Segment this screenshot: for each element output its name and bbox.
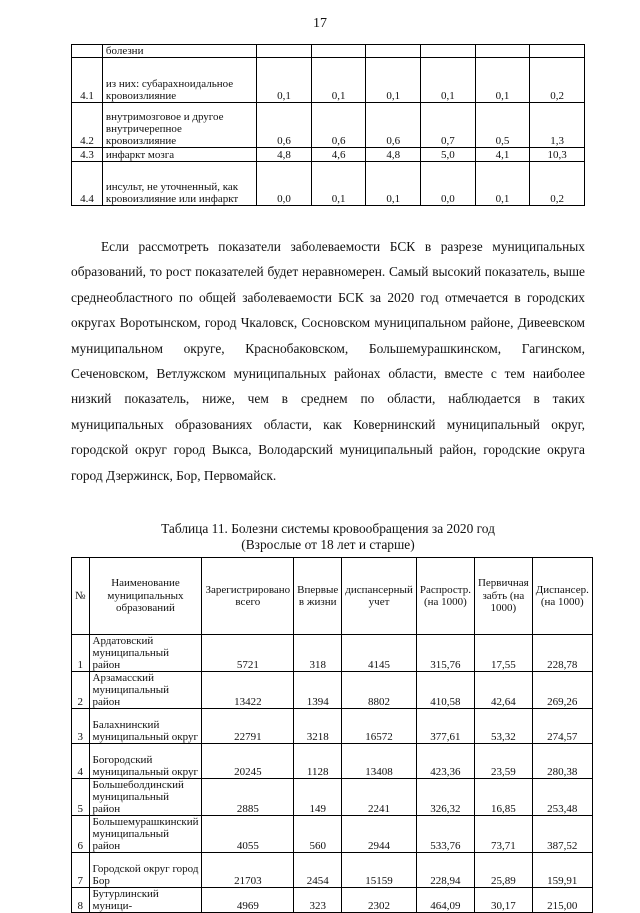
row-value: 377,61: [416, 709, 474, 744]
table-row: [72, 45, 585, 58]
row-value: 4,8: [257, 148, 312, 162]
row-value: 21703: [202, 853, 294, 888]
row-value: 2454: [294, 853, 342, 888]
row-number: 4: [72, 744, 90, 779]
row-value: 16,85: [474, 779, 532, 816]
row-value: 410,58: [416, 672, 474, 709]
row-number: 2: [72, 672, 90, 709]
row-value: 1394: [294, 672, 342, 709]
row-value: 8802: [342, 672, 417, 709]
table-row: [72, 888, 593, 913]
row-value: 0,1: [366, 58, 421, 103]
row-value: 0,1: [311, 58, 366, 103]
continued-table: [71, 44, 585, 206]
row-value: 274,57: [532, 709, 592, 744]
table-row: [72, 148, 585, 162]
row-value: 42,64: [474, 672, 532, 709]
row-value: 3218: [294, 709, 342, 744]
caption-title: Таблица 11. Болезни системы кровообращения за 2020 год: [161, 521, 495, 536]
row-number: 8: [72, 888, 90, 913]
table-row: [72, 709, 593, 744]
row-name: инфаркт мозга: [102, 148, 256, 162]
row-name: инсульт, не уточненный, как кровоизлияние или инфаркт: [102, 162, 256, 206]
row-value: 280,38: [532, 744, 592, 779]
row-value: 4145: [342, 635, 417, 672]
row-value: 0,6: [311, 103, 366, 148]
header-first-time: Впервые в жизни: [294, 558, 342, 635]
row-value: 387,52: [532, 816, 592, 853]
table-row: [72, 103, 585, 148]
table-row: [72, 162, 585, 206]
table-row: [72, 635, 593, 672]
row-value: 1128: [294, 744, 342, 779]
row-value: 2302: [342, 888, 417, 913]
row-value: 0,1: [421, 58, 476, 103]
row-value: 533,76: [416, 816, 474, 853]
row-value: [366, 45, 421, 58]
row-name: Большемурашкинский муниципальный район: [89, 816, 202, 853]
row-name: Большеболдинский муниципальный район: [89, 779, 202, 816]
row-number: 4.4: [72, 162, 103, 206]
row-name: Городской округ город Бор: [89, 853, 202, 888]
row-value: 0,5: [475, 103, 530, 148]
row-value: 4969: [202, 888, 294, 913]
row-value: [530, 45, 585, 58]
header-prevalence: Распростр. (на 1000): [416, 558, 474, 635]
row-value: 464,09: [416, 888, 474, 913]
table-header-row: [72, 558, 593, 635]
row-value: 10,3: [530, 148, 585, 162]
paragraph-text: Если рассмотреть показатели заболеваемости БСК в разрезе муниципальных образований, то рост показателей будет неравномерен. Самый высокий показатель, выше среднеобластного по общей заболеваемости БСК за 2020 год отмечается в городских округах Воротынском, город Чкаловск, Сосновском муниципальном районе, Дивеевском муниципальном округе, Краснобаковском, Большемурашкинском, Гагинском, Сеченовском, Ветлужском муниципальных районах области, вместе с тем наиболее низкий показатель, ниже, чем в среднем по области, наблюдается в таких муниципальных образованиях области, как Ковернинский муниципальный округ, городской округ город Выкса, Володарский муниципальный район, городские округа город Дзержинск, Бор, Первомайск.: [71, 239, 585, 483]
row-value: 269,26: [532, 672, 592, 709]
row-value: 2241: [342, 779, 417, 816]
row-name: из них: субарахноидальное кровоизлияние: [102, 58, 256, 103]
row-value: 2944: [342, 816, 417, 853]
row-value: 423,36: [416, 744, 474, 779]
table-row: [72, 672, 593, 709]
row-value: 0,6: [366, 103, 421, 148]
row-value: 22791: [202, 709, 294, 744]
table-row: [72, 853, 593, 888]
row-value: 0,2: [530, 58, 585, 103]
row-number: 6: [72, 816, 90, 853]
row-value: [311, 45, 366, 58]
row-value: 16572: [342, 709, 417, 744]
row-number: 4.3: [72, 148, 103, 162]
row-value: 4055: [202, 816, 294, 853]
row-name: Арзамасский муниципальный район: [89, 672, 202, 709]
row-number: 4.1: [72, 58, 103, 103]
caption-subtitle: (Взрослые от 18 лет и старше): [241, 537, 415, 552]
row-value: 0,0: [421, 162, 476, 206]
page-number: 17: [313, 16, 327, 31]
row-value: [421, 45, 476, 58]
table-row: [72, 58, 585, 103]
row-value: 4,6: [311, 148, 366, 162]
header-registered: Зарегистрировано всего: [202, 558, 294, 635]
table-caption: [71, 521, 585, 553]
row-value: 326,32: [416, 779, 474, 816]
row-value: 228,78: [532, 635, 592, 672]
row-number: 3: [72, 709, 90, 744]
table-11: [71, 557, 593, 913]
row-value: 0,6: [257, 103, 312, 148]
row-name: Бутурлинский муници-: [89, 888, 202, 913]
row-value: 0,1: [475, 58, 530, 103]
header-dispensary: диспансерный учет: [342, 558, 417, 635]
header-primary-incidence: Первичная забть (на 1000): [474, 558, 532, 635]
row-name: Балахнинский муниципальный округ: [89, 709, 202, 744]
row-value: 228,94: [416, 853, 474, 888]
row-number: 1: [72, 635, 90, 672]
row-number: 4.2: [72, 103, 103, 148]
row-value: 30,17: [474, 888, 532, 913]
table-row: [72, 744, 593, 779]
table-row: [72, 779, 593, 816]
row-value: 323: [294, 888, 342, 913]
row-value: 0,1: [366, 162, 421, 206]
row-value: [475, 45, 530, 58]
header-name: Наименование муниципальных образований: [89, 558, 202, 635]
row-value: 23,59: [474, 744, 532, 779]
row-name: Богородский муниципальный округ: [89, 744, 202, 779]
row-value: 25,89: [474, 853, 532, 888]
row-value: 4,8: [366, 148, 421, 162]
row-value: 5,0: [421, 148, 476, 162]
row-value: 0,1: [475, 162, 530, 206]
row-value: 159,91: [532, 853, 592, 888]
row-value: 4,1: [475, 148, 530, 162]
row-value: 13422: [202, 672, 294, 709]
row-name: внутримозговое и другое внутричерепное кровоизлияние: [102, 103, 256, 148]
row-value: 560: [294, 816, 342, 853]
row-value: 315,76: [416, 635, 474, 672]
row-value: 15159: [342, 853, 417, 888]
row-value: 2885: [202, 779, 294, 816]
row-value: [257, 45, 312, 58]
header-dispensary-rate: Диспансер. (на 1000): [532, 558, 592, 635]
row-value: 0,1: [311, 162, 366, 206]
body-paragraph: [71, 234, 585, 488]
row-value: 5721: [202, 635, 294, 672]
row-value: 1,3: [530, 103, 585, 148]
row-value: 17,55: [474, 635, 532, 672]
row-name: болезни: [102, 45, 256, 58]
row-number: 7: [72, 853, 90, 888]
row-value: 13408: [342, 744, 417, 779]
row-value: 73,71: [474, 816, 532, 853]
row-number: 5: [72, 779, 90, 816]
row-value: 0,7: [421, 103, 476, 148]
row-value: 0,1: [257, 58, 312, 103]
row-value: 53,32: [474, 709, 532, 744]
row-value: 0,2: [530, 162, 585, 206]
row-value: 253,48: [532, 779, 592, 816]
row-value: 20245: [202, 744, 294, 779]
row-number: [72, 45, 103, 58]
row-value: 318: [294, 635, 342, 672]
row-value: 215,00: [532, 888, 592, 913]
header-num: №: [72, 558, 90, 635]
row-name: Ардатовский муниципальный район: [89, 635, 202, 672]
table-row: [72, 816, 593, 853]
row-value: 149: [294, 779, 342, 816]
row-value: 0,0: [257, 162, 312, 206]
